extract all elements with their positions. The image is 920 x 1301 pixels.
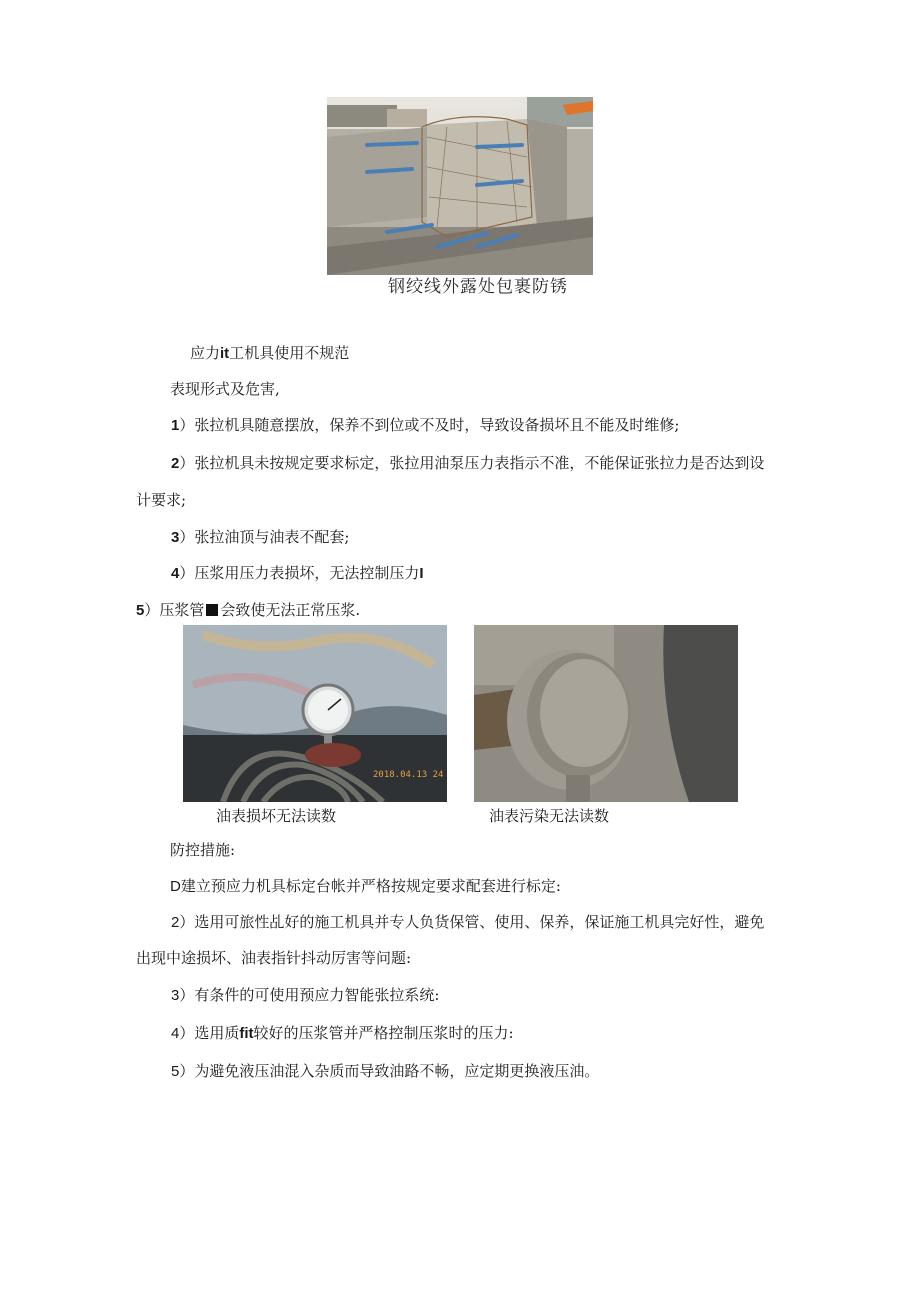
black-square-glyph <box>206 604 218 616</box>
list-item: 5）为避免液压油混入杂质而导致油路不畅，应定期更换液压油。 <box>171 1062 600 1080</box>
list-item: 3）有条件的可使用预应力智能张拉系统: <box>171 986 440 1004</box>
top-photo-caption: 钢绞线外露处包裹防锈 <box>388 277 568 297</box>
list-item: 1）张拉机具随意摆放，保养不到位或不及时，导致设备损坏且不能及时维修; <box>171 416 680 434</box>
list-item-continuation: 计要求; <box>136 491 187 509</box>
list-item: 2）张拉机具未按规定要求标定，张拉用油泵压力表指示不准，不能保证张拉力是否达到设 <box>171 454 765 472</box>
list-item: 5）压浆管 会致使无法正常压浆. <box>136 601 361 619</box>
gauge-damaged-photo <box>183 625 447 802</box>
section2-heading: 防控措施: <box>170 841 236 859</box>
right-photo-caption: 油表污染无法读数 <box>489 807 610 825</box>
list-item: 2）选用可旅性乩好的施工机具并专人负货保管、使用、保养，保证施工机具完好性，避免 <box>171 913 765 931</box>
list-item: D建立预应力机具标定台帐并严格按规定要求配套进行标定: <box>170 877 561 895</box>
top-photo <box>327 97 593 275</box>
left-photo-caption: 油表损坏无法读数 <box>216 807 337 825</box>
gauge-contaminated-photo <box>474 625 738 802</box>
section1-heading: 应力it工机具使用不规范 <box>190 344 350 362</box>
photo-date-stamp: 2018.04.13 24 <box>373 770 444 780</box>
list-item: 4）压浆用压力表损坏，无法控制压力I <box>171 564 424 582</box>
list-item: 4）选用质fit较好的压浆管并严格控制压浆时的压力: <box>171 1024 514 1042</box>
section1-subheading: 表现形式及危害, <box>170 380 280 398</box>
list-item-continuation: 出现中途损坏、油表指针抖动厉害等问题: <box>136 949 412 967</box>
list-item: 3）张拉油顶与油表不配套; <box>171 528 350 546</box>
